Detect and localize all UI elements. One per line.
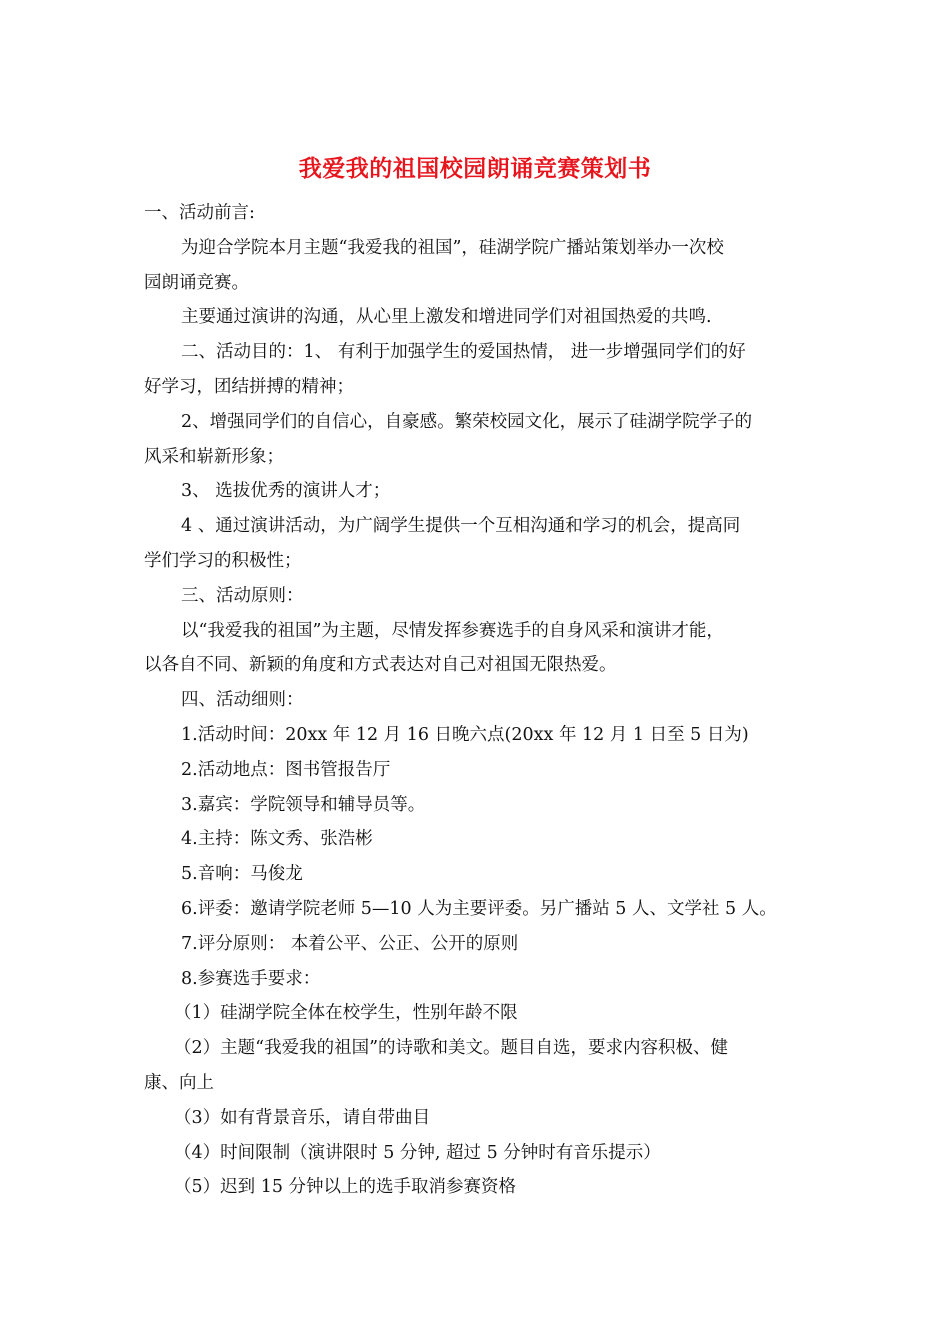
paragraph (144, 614, 808, 684)
paragraph (144, 509, 808, 579)
text-line: （1）硅湖学院全体在校学生，性别年龄不限 (174, 1003, 518, 1024)
text-line: 2、增强同学们的自信心，自豪感。繁荣校园文化，展示了硅湖学院学子的 (181, 411, 753, 432)
text-line: 二、活动目的：1、 有利于加强学生的爱国热情， 进一步增强同学们的好 (181, 342, 746, 363)
text-line: 2.活动地点：图书管报告厅 (181, 759, 391, 780)
paragraph (144, 1101, 808, 1136)
text-line: 3、 选拔优秀的演讲人才； (181, 481, 391, 502)
text-line: 5.音响：马俊龙 (181, 864, 303, 885)
text-line: 好学习，团结拼搏的精神； (144, 376, 354, 397)
paragraph (144, 579, 808, 614)
text-line: 6.评委：邀请学院老师 5—10 人为主要评委。另广播站 5 人、文学社 5 人。 (181, 898, 777, 919)
paragraph (144, 196, 808, 231)
paragraph (144, 335, 808, 405)
paragraph (144, 927, 808, 962)
text-line: （2）主题“我爱我的祖国”的诗歌和美文。题目自选，要求内容积极、健 (174, 1038, 729, 1059)
text-line: 8.参赛选手要求： (181, 968, 321, 989)
text-line: 风采和崭新形象； (144, 446, 284, 467)
document-body (144, 196, 808, 1205)
text-line: 以“我爱我的祖国”为主题，尽情发挥参赛选手的自身风采和演讲才能， (181, 620, 724, 641)
text-line: 康、向上 (144, 1072, 214, 1093)
paragraph (144, 788, 808, 823)
text-line: （5）迟到 15 分钟以上的选手取消参赛资格 (174, 1177, 517, 1198)
document-title: 我爱我的祖国校园朗诵竞赛策划书 (298, 155, 652, 182)
text-line: 园朗诵竞赛。 (144, 272, 249, 293)
text-line: 7.评分原则： 本着公平、公正、公开的原则 (181, 933, 519, 954)
paragraph (144, 892, 808, 927)
paragraph (144, 996, 808, 1031)
text-line: 3.嘉宾：学院领导和辅导员等。 (181, 794, 426, 815)
text-line: 4.主持：陈文秀、张浩彬 (181, 829, 373, 850)
text-line: （4）时间限制（演讲限时 5 分钟, 超过 5 分钟时有音乐提示） (174, 1142, 661, 1163)
text-line: 1.活动时间：20xx 年 12 月 16 日晚六点(20xx 年 12 月 1 日至 5 日为) (181, 724, 749, 745)
text-line: （3）如有背景音乐，请自带曲目 (174, 1107, 431, 1128)
paragraph (144, 962, 808, 997)
paragraph (144, 753, 808, 788)
paragraph (144, 857, 808, 892)
paragraph (144, 1031, 808, 1101)
text-line: 三、活动原则： (181, 585, 304, 606)
text-line: 四、活动细则： (181, 690, 304, 711)
text-line: 主要通过演讲的沟通，从心里上激发和增进同学们对祖国热爱的共鸣. (181, 307, 712, 328)
text-line: 学们学习的积极性； (144, 550, 302, 571)
text-line: 4 、通过演讲活动，为广阔学生提供一个互相沟通和学习的机会，提高同 (181, 516, 741, 537)
text-line: 一、活动前言: (144, 203, 255, 223)
paragraph (144, 683, 808, 718)
paragraph (144, 405, 808, 475)
paragraph (144, 1136, 808, 1171)
paragraph (144, 300, 808, 335)
paragraph (144, 718, 808, 753)
paragraph (144, 1170, 808, 1205)
text-line: 以各自不同、新颖的角度和方式表达对自己对祖国无限热爱。 (144, 655, 617, 676)
paragraph (144, 822, 808, 857)
paragraph (144, 231, 808, 301)
text-line: 为迎合学院本月主题“我爱我的祖国”，硅湖学院广播站策划举办一次校 (181, 237, 724, 258)
paragraph (144, 474, 808, 509)
